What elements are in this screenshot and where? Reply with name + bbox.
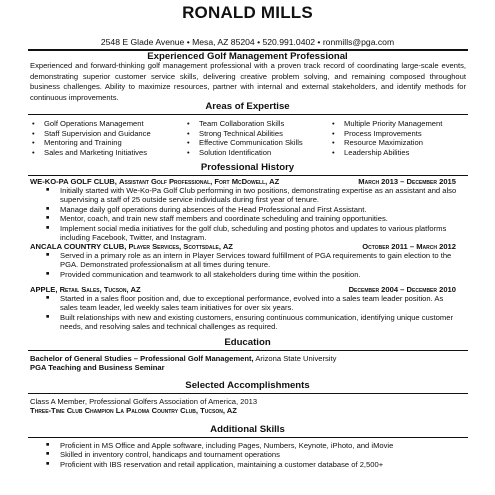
expertise-item: • Effective Communication Skills	[187, 138, 303, 148]
education-seminar: PGA Teaching and Business Seminar	[30, 363, 165, 372]
job-bullets	[46, 294, 460, 332]
accomplishment-item: Class A Member, Professional Golfers Association of America, 2013	[30, 397, 258, 406]
job-dates: October 2011 – March 2012	[362, 242, 456, 251]
job-bullet: ■ Started in a sales floor position and, due to exceptional performance, evolved into a sales team leader position. As sales team leader, led weekly sales team initiatives for over six years.	[46, 294, 460, 313]
job-bullet: ■ Built relationships with new and existing customers, ensuring continuous communication, identifying unique customer needs, and resolving sales and technical challenges as required.	[46, 313, 460, 332]
skill-item: ■ Proficient with IBS reservation and retail application, maintaining a customer database of 2,500+	[46, 460, 460, 469]
expertise-item: • Sales and Marketing Initiatives	[32, 148, 151, 158]
summary-paragraph: Experienced and forward-thinking golf management professional with a proven track record of coordinating large-scale events, demonstrating superior customer service skills, delivering creative problem solving, and remaining composed throughout business challenges. Ability to maximize resources, partner with internal and external stakeholders, and identify methods for continuous improvements.	[30, 61, 466, 102]
skills-bullets	[46, 441, 460, 469]
job-bullet: ■ Served in a primary role as an intern in Player Services toward fulfillment of PGA requirements to gain election to the PGA. Demonstrated professionalism at all times during tenure.	[46, 251, 460, 270]
job-header	[30, 242, 456, 251]
accomplishments-heading: Selected Accomplishments	[185, 380, 310, 391]
contact-line: 2548 E Glade Avenue • Mesa, AZ 85204 • 520.991.0402 • ronmills@pga.com	[100, 37, 395, 47]
skills-heading: Additional Skills	[210, 424, 285, 435]
accomplishments-divider	[28, 393, 468, 394]
skill-item: ■ Skilled in inventory control, handicaps and tournament operations	[46, 450, 460, 459]
expertise-column-2	[187, 119, 303, 157]
expertise-item: • Team Collaboration Skills	[187, 119, 303, 129]
skills-divider	[28, 437, 468, 438]
job-company: APPLE,	[30, 285, 58, 294]
accomplishment-item: Three-Time Club Champion La Paloma Country Club, Tucson, AZ	[30, 406, 237, 415]
expertise-item: • Mentoring and Training	[32, 138, 151, 148]
job-title: Player Services, Scottsdale, AZ	[128, 242, 233, 251]
education-heading: Education	[224, 337, 271, 348]
expertise-item: • Process Improvements	[332, 129, 442, 139]
expertise-item: • Staff Supervision and Guidance	[32, 129, 151, 139]
education-school: Arizona State University	[253, 354, 337, 363]
job-header	[30, 285, 456, 294]
job-bullet: ■ Initially started with We-Ko-Pa Golf Club performing in two positions, demonstrating expertise as an assistant and also supervising a staff of 25 outside service individuals during first year of tenure.	[46, 186, 460, 205]
job-bullet: ■ Provided communication and teamwork to all stakeholders during time within the position.	[46, 270, 460, 279]
summary-heading: Experienced Golf Management Professional	[147, 51, 348, 62]
expertise-column-3	[332, 119, 442, 157]
expertise-item: • Resource Maximization	[332, 138, 442, 148]
job-dates: December 2004 – December 2010	[348, 285, 456, 294]
job-title: Assistant Golf Professional, Fort McDowell, AZ	[119, 177, 280, 186]
history-heading: Professional History	[200, 162, 295, 173]
job-bullets	[46, 186, 460, 242]
expertise-divider	[28, 114, 468, 115]
job-bullet: ■ Implement social media initiatives for the golf club, scheduling and posting photos and updates to various platforms including Facebook, Twitter, and Instagram.	[46, 224, 460, 243]
history-divider	[28, 175, 468, 176]
expertise-item: • Solution Identification	[187, 148, 303, 158]
expertise-item: • Leadership Abilities	[332, 148, 442, 158]
job-bullets	[46, 251, 460, 279]
expertise-item: • Golf Operations Management	[32, 119, 151, 129]
job-bullet: ■ Manage daily golf operations during absences of the Head Professional and First Assistant.	[46, 205, 460, 214]
expertise-column-1	[32, 119, 151, 157]
expertise-item: • Multiple Priority Management	[332, 119, 442, 129]
education-degree: Bachelor of General Studies – Professional Golf Management,	[30, 354, 254, 363]
job-company: WE-KO-PA GOLF CLUB,	[30, 177, 117, 186]
job-company: ANCALA COUNTRY CLUB,	[30, 242, 127, 251]
job-bullet: ■ Mentor, coach, and train new staff members and coordinate scheduling and training opportunities.	[46, 214, 460, 223]
skill-item: ■ Proficient in MS Office and Apple software, including Pages, Numbers, Keynote, iPhoto, and iMovie	[46, 441, 460, 450]
resume-name: RONALD MILLS	[182, 3, 313, 22]
expertise-item: • Strong Technical Abilities	[187, 129, 303, 139]
job-dates: March 2013 – December 2015	[358, 177, 456, 186]
job-title: Retail Sales, Tucson, AZ	[59, 285, 141, 294]
education-divider	[28, 350, 468, 351]
job-header	[30, 177, 456, 186]
expertise-heading: Areas of Expertise	[205, 101, 290, 112]
